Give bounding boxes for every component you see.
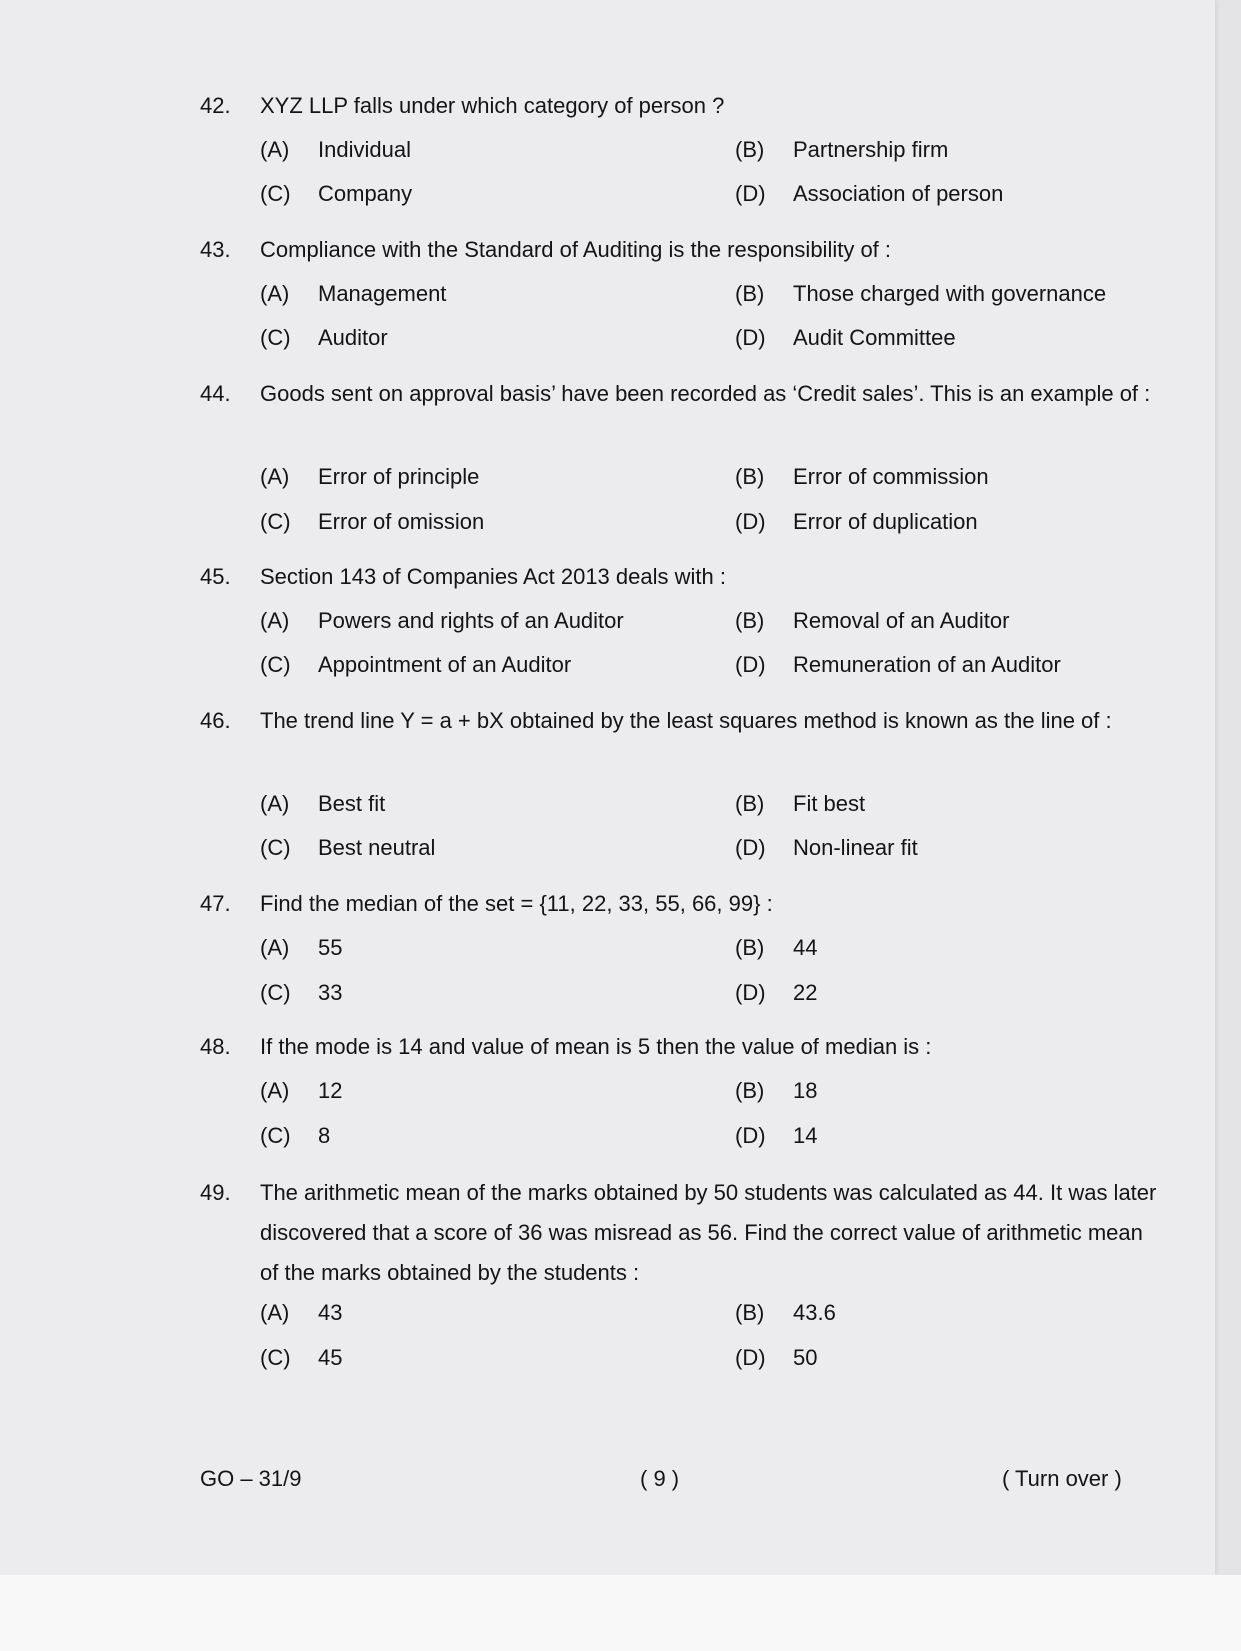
question-text: The trend line Y = a + bX obtained by the least squares method is known as the line of :: [260, 708, 1112, 733]
option-c: (C) 33: [260, 980, 343, 1005]
option-a: (A) 43: [260, 1300, 343, 1325]
option-b: (B) 44: [735, 935, 818, 960]
option-c: (C) 45: [260, 1345, 343, 1370]
question-number: 43.: [200, 237, 231, 262]
question-text: The arithmetic mean of the marks obtained by 50 students was calculated as 44. It was later discovered that a score of 36 was misread as 56. Find the correct value of arithmetic mean of the marks obtained by the students :: [260, 1180, 1157, 1285]
option-c: (C) 8: [260, 1123, 331, 1148]
option-a: (A) Best fit: [260, 791, 386, 816]
option-d: (D) Audit Committee: [735, 325, 956, 350]
option-d: (D) 14: [735, 1123, 818, 1148]
question-number: 46.: [200, 708, 231, 733]
question-text: Find the median of the set = {11, 22, 33, 55, 66, 99} :: [260, 891, 773, 916]
option-a: (A) Powers and rights of an Auditor: [260, 608, 624, 633]
option-d: (D) Error of duplication: [735, 509, 978, 534]
option-c: (C) Auditor: [260, 325, 388, 350]
option-c: (C) Company: [260, 181, 413, 206]
option-b: (B) Those charged with governance: [735, 281, 1107, 306]
option-d: (D) 50: [735, 1345, 818, 1370]
option-a: (A) Error of principle: [260, 464, 480, 489]
option-b: (B) 43.6: [735, 1300, 836, 1325]
option-d: (D) Remuneration of an Auditor: [735, 652, 1061, 677]
option-c: (C) Appointment of an Auditor: [260, 652, 572, 677]
question-number: 44.: [200, 381, 231, 406]
question-number: 45.: [200, 564, 231, 589]
option-d: (D) 22: [735, 980, 818, 1005]
option-c: (C) Best neutral: [260, 835, 436, 860]
question-number: 42.: [200, 93, 231, 118]
question-text: Goods sent on approval basis’ have been recorded as ‘Credit sales’. This is an example of :: [260, 381, 1151, 406]
turn-over-note: ( Turn over ): [1002, 1466, 1122, 1491]
question-number: 49.: [200, 1180, 231, 1205]
option-a: (A) Individual: [260, 137, 411, 162]
option-b: (B) Partnership firm: [735, 137, 949, 162]
option-c: (C) Error of omission: [260, 509, 485, 534]
page-number: ( 9 ): [640, 1466, 680, 1491]
option-b: (B) 18: [735, 1078, 818, 1103]
question-text: If the mode is 14 and value of mean is 5 then the value of median is :: [260, 1034, 932, 1059]
scan-margin: [0, 1575, 1241, 1651]
option-d: (D) Association of person: [735, 181, 1004, 206]
option-b: (B) Fit best: [735, 791, 866, 816]
question-text: XYZ LLP falls under which category of person ?: [260, 93, 725, 118]
question-text: Compliance with the Standard of Auditing is the responsibility of :: [260, 237, 892, 262]
question-number: 47.: [200, 891, 231, 916]
option-a: (A) 55: [260, 935, 343, 960]
option-b: (B) Error of commission: [735, 464, 989, 489]
option-b: (B) Removal of an Auditor: [735, 608, 1010, 633]
paper-code: GO – 31/9: [200, 1466, 302, 1491]
option-a: (A) 12: [260, 1078, 343, 1103]
question-text: Section 143 of Companies Act 2013 deals with :: [260, 564, 726, 589]
option-a: (A) Management: [260, 281, 447, 306]
question-number: 48.: [200, 1034, 231, 1059]
option-d: (D) Non-linear fit: [735, 835, 918, 860]
